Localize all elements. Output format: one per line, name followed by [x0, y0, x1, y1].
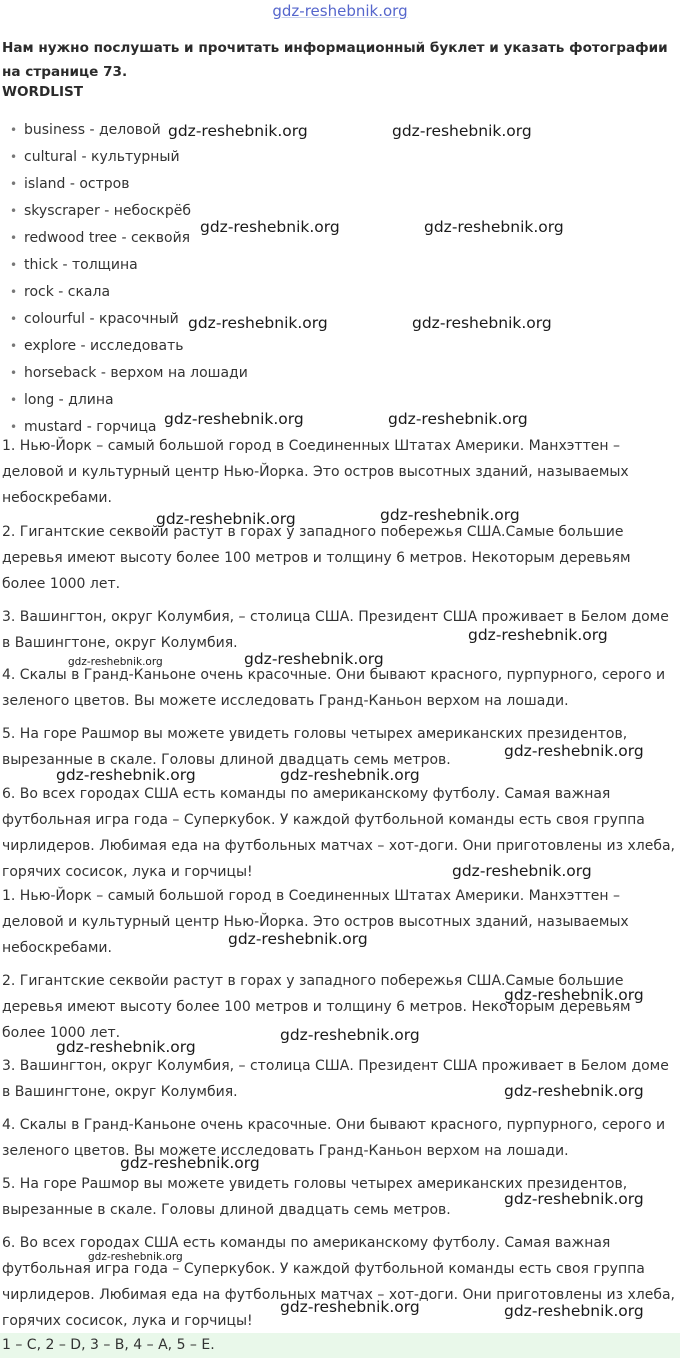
watermark: gdz-reshebnik.org: [168, 122, 308, 140]
watermark: gdz-reshebnik.org: [56, 766, 196, 784]
wordlist-item: • business - деловой: [10, 117, 248, 144]
watermark: gdz-reshebnik.org: [88, 1251, 183, 1263]
watermark: gdz-reshebnik.org: [280, 1298, 420, 1316]
wordlist-item: • explore - исследовать: [10, 333, 248, 360]
bullet-icon: •: [10, 123, 18, 137]
translation-paragraph-4: 4. Скалы в Гранд-Каньоне очень красочные. Они бывают красного, пурпурного, серого и зеленого цветов. Вы можете исследовать Гранд-Каньон верхом на лошади.: [2, 667, 666, 709]
wordlist: [10, 117, 248, 441]
watermark: gdz-reshebnik.org: [412, 314, 552, 332]
wordlist-item: • mustard - горчица: [10, 414, 248, 441]
bullet-icon: •: [10, 177, 18, 191]
watermark: gdz-reshebnik.org: [200, 218, 340, 236]
watermark: gdz-reshebnik.org: [164, 410, 304, 428]
watermark: gdz-reshebnik.org: [120, 1154, 260, 1172]
translation-paragraph-5: 5. На горе Рашмор вы можете увидеть головы четырех американских президентов, вырезанные в скале. Головы длиной двадцать семь метров.: [2, 1176, 628, 1218]
wordlist-item: • colourful - красочный: [10, 306, 248, 333]
watermark: gdz-reshebnik.org: [280, 766, 420, 784]
watermark: gdz-reshebnik.org: [392, 122, 532, 140]
bullet-icon: •: [10, 339, 18, 353]
watermark: gdz-reshebnik.org: [504, 1082, 644, 1100]
translation-paragraph-1: 1. Нью-Йорк – самый большой город в Соединенных Штатах Америки. Манхэттен – деловой и культурный центр Нью-Йорка. Это остров высотных зданий, называемых небоскребами.: [2, 888, 629, 956]
wordlist-item: • long - длина: [10, 387, 248, 414]
wordlist-item: • horseback - верхом на лошади: [10, 360, 248, 387]
wordlist-item: • island - остров: [10, 171, 248, 198]
wordlist-item: • cultural - культурный: [10, 144, 248, 171]
translation-paragraph-6: 6. Во всех городах США есть команды по американскому футболу. Самая важная футбольная игра года – Суперкубок. У каждой футбольной команды есть своя группа чирлидеров. Любимая еда на футбольных матчах – хот-доги. Они приготовлены из хлеба, горячих сосисок, лука и горчицы!: [2, 786, 675, 880]
watermark: gdz-reshebnik.org: [380, 506, 520, 524]
bullet-icon: •: [10, 393, 18, 407]
watermark: gdz-reshebnik.org: [244, 650, 384, 668]
bullet-icon: •: [10, 420, 18, 434]
watermark: gdz-reshebnik.org: [388, 410, 528, 428]
translation-paragraph-2: 2. Гигантские секвойи растут в горах у западного побережья США.Самые большие деревья имеют высоту более 100 метров и толщину 6 метров. Некоторым деревьям более 1000 лет.: [2, 524, 631, 592]
watermark: gdz-reshebnik.org: [280, 1026, 420, 1044]
watermark: gdz-reshebnik.org: [228, 930, 368, 948]
bullet-icon: •: [10, 150, 18, 164]
watermark: gdz-reshebnik.org: [504, 1302, 644, 1320]
watermark: gdz-reshebnik.org: [504, 742, 644, 760]
translation-paragraph-6: 6. Во всех городах США есть команды по американскому футболу. Самая важная футбольная игра года – Суперкубок. У каждой футбольной команды есть своя группа чирлидеров. Любимая еда на футбольных матчах – хот-доги. Они приготовлены из хлеба, горячих сосисок, лука и горчицы!: [2, 1235, 675, 1329]
translation-paragraph-2: 2. Гигантские секвойи растут в горах у западного побережья США.Самые большие деревья имеют высоту более 100 метров и толщину 6 метров. Некоторым деревьям более 1000 лет.: [2, 973, 631, 1041]
watermark: gdz-reshebnik.org: [156, 510, 296, 528]
watermark: gdz-reshebnik.org: [504, 1190, 644, 1208]
bullet-icon: •: [10, 204, 18, 218]
translation-paragraph-3: 3. Вашингтон, округ Колумбия, – столица США. Президент США проживает в Белом доме в Вашингтоне, округ Колумбия.: [2, 609, 669, 651]
wordlist-item: • skyscraper - небоскрёб: [10, 198, 248, 225]
answer-box: 1 – C, 2 – D, 3 – B, 4 – A, 5 – E.: [0, 1333, 680, 1358]
wordlist-item: • redwood tree - секвойя: [10, 225, 248, 252]
task-description: Нам нужно послушать и прочитать информационный буклет и указать фотографии на странице 73.: [2, 40, 668, 80]
watermark: gdz-reshebnik.org: [468, 626, 608, 644]
watermark: gdz-reshebnik.org: [56, 1038, 196, 1056]
watermark: gdz-reshebnik.org: [188, 314, 328, 332]
bullet-icon: •: [10, 312, 18, 326]
bullet-icon: •: [10, 231, 18, 245]
wordlist-item: • thick - толщина: [10, 252, 248, 279]
site-watermark-link[interactable]: gdz-reshebnik.org: [272, 2, 408, 20]
bullet-icon: •: [10, 258, 18, 272]
bullet-icon: •: [10, 366, 18, 380]
watermark: gdz-reshebnik.org: [452, 862, 592, 880]
translation-paragraph-3: 3. Вашингтон, округ Колумбия, – столица США. Президент США проживает в Белом доме в Вашингтоне, округ Колумбия.: [2, 1058, 669, 1100]
translation-paragraph-1: 1. Нью-Йорк – самый большой город в Соединенных Штатах Америки. Манхэттен – деловой и культурный центр Нью-Йорка. Это остров высотных зданий, называемых небоскребами.: [2, 438, 629, 506]
translation-paragraph-4: 4. Скалы в Гранд-Каньоне очень красочные. Они бывают красного, пурпурного, серого и зеленого цветов. Вы можете исследовать Гранд-Каньон верхом на лошади.: [2, 1117, 666, 1159]
watermark: gdz-reshebnik.org: [68, 656, 163, 668]
wordlist-title: WORDLIST: [2, 84, 84, 100]
wordlist-item: • rock - скала: [10, 279, 248, 306]
watermark: gdz-reshebnik.org: [424, 218, 564, 236]
watermark: gdz-reshebnik.org: [504, 986, 644, 1004]
bullet-icon: •: [10, 285, 18, 299]
translation-paragraph-5: 5. На горе Рашмор вы можете увидеть головы четырех американских президентов, вырезанные в скале. Головы длиной двадцать семь метров.: [2, 726, 628, 768]
